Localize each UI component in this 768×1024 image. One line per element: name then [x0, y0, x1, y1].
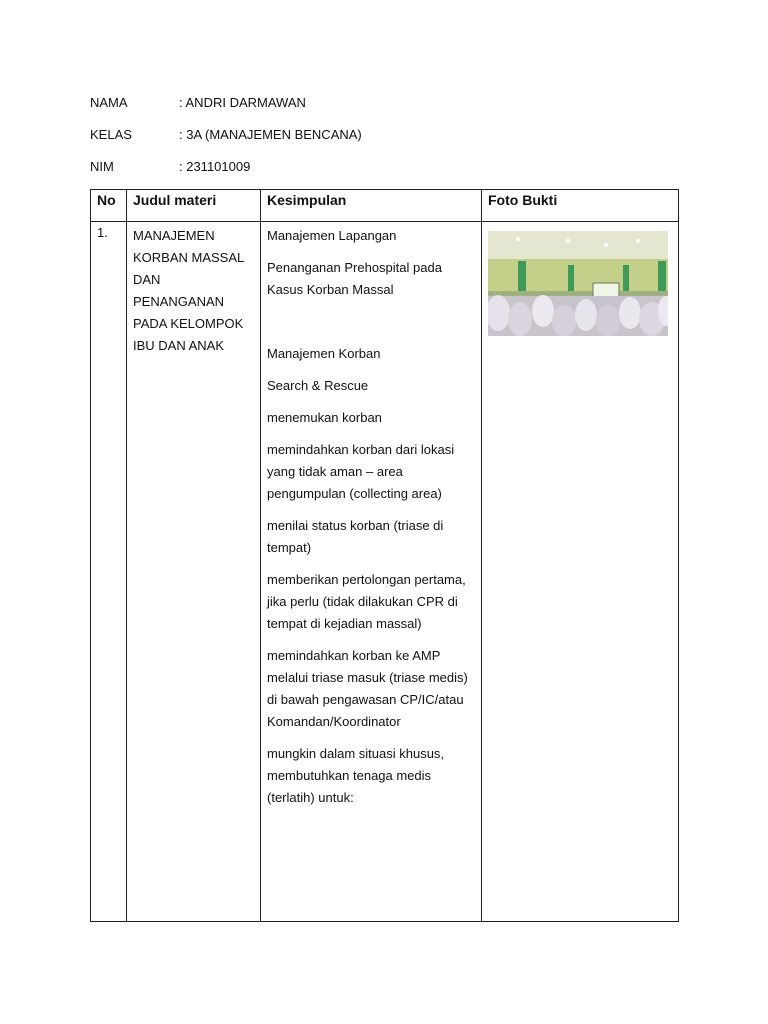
- kesimpulan-item: memindahkan korban ke AMP melalui triase masuk (triase medis) di bawah pengawasan CP/IC/atau Komandan/Koordinator: [267, 648, 468, 729]
- nama-value: : ANDRI DARMAWAN: [179, 95, 306, 110]
- kesimpulan-item: Manajemen Lapangan: [267, 228, 397, 243]
- header-kesimpulan: Kesimpulan: [261, 190, 482, 222]
- header-foto-bukti: Foto Bukti: [482, 190, 679, 222]
- kesimpulan-item: Search & Rescue: [267, 378, 369, 393]
- table-header-row: [91, 190, 679, 222]
- cell-kesimpulan: [261, 222, 482, 922]
- header-judul-materi: Judul materi: [127, 190, 261, 222]
- kesimpulan-item: Manajemen Korban: [267, 346, 381, 361]
- kesimpulan-item: menilai status korban (triase di tempat): [267, 518, 444, 555]
- nim-value: : 231101009: [179, 159, 251, 174]
- kelas-value: : 3A (MANAJEMEN BENCANA): [179, 127, 362, 142]
- cell-no: 1.: [91, 222, 127, 922]
- cell-foto: [482, 222, 679, 922]
- cell-judul: [127, 222, 261, 922]
- evidence-photo: [488, 231, 668, 336]
- kesimpulan-item: mungkin dalam situasi khusus, membutuhkan tenaga medis (terlatih) untuk:: [267, 746, 445, 805]
- nama-label: NAMA: [90, 95, 128, 110]
- kesimpulan-item: Penanganan Prehospital pada Kasus Korban Massal: [267, 260, 442, 297]
- table-row: [91, 222, 679, 922]
- header-no: No: [91, 190, 127, 222]
- judul-text: MANAJEMEN KORBAN MASSAL DAN PENANGANAN PADA KELOMPOK IBU DAN ANAK: [133, 228, 244, 353]
- report-table: [90, 189, 679, 922]
- kesimpulan-item: menemukan korban: [267, 410, 382, 425]
- kesimpulan-item: memberikan pertolongan pertama, jika perlu (tidak dilakukan CPR di tempat di kejadian massal): [267, 572, 466, 631]
- kelas-label: KELAS: [90, 127, 132, 142]
- kesimpulan-item: memindahkan korban dari lokasi yang tidak aman – area pengumpulan (collecting area): [267, 442, 455, 501]
- nim-label: NIM: [90, 159, 114, 174]
- seminar-hall-photo-icon: [488, 231, 668, 336]
